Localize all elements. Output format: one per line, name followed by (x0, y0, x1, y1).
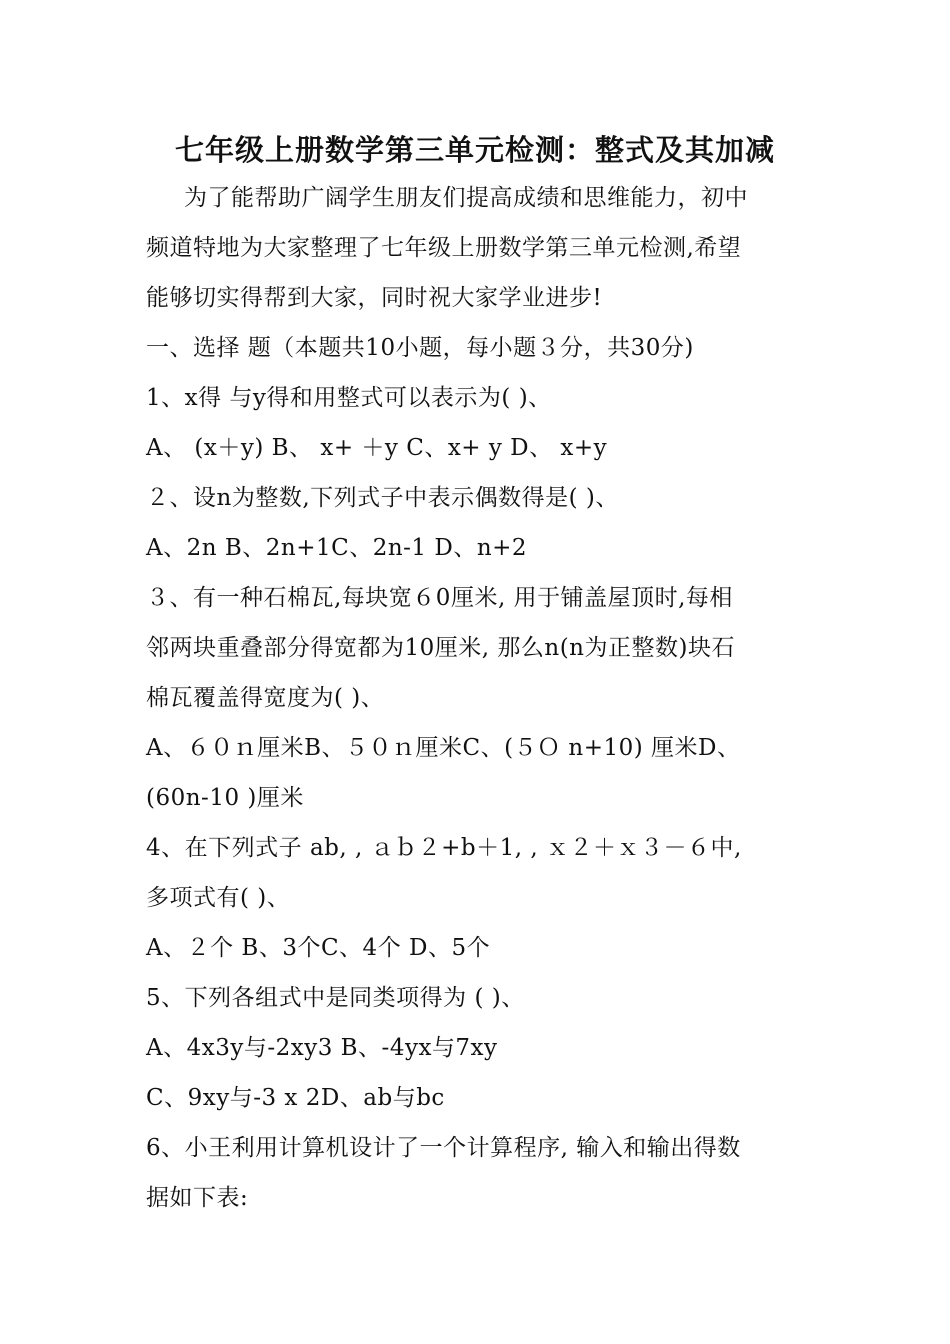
document-title: 七年级上册数学第三单元检测：整式及其加减 (174, 133, 775, 167)
section-heading: 一、选择 题（本题共10小题，每小题３分，共30分) (146, 335, 694, 361)
question-4-options: A、２个 B、3个C、4个 D、5个 (146, 935, 491, 961)
question-3-line-2: 邻两块重叠部分得宽都为10厘米, 那么n(n为正整数)块石 (146, 635, 735, 661)
question-3-line-3: 棉瓦覆盖得宽度为( )、 (146, 685, 385, 711)
question-3-options-line-2: (60n-10 )厘米 (146, 785, 304, 811)
question-3-options-line-1: A、６０ｎ厘米B、５０ｎ厘米C、(５Ｏ n+10) 厘米D、 (146, 735, 741, 761)
question-5-options-line-2: C、9xy与-3 x 2D、ab与bc (146, 1085, 445, 1111)
question-6-line-2: 据如下表: (146, 1185, 249, 1211)
question-2-options: A、2n B、2n+1C、2n-1 D、n+2 (146, 535, 528, 561)
intro-line-3: 能够切实得帮到大家，同时祝大家学业进步! (146, 285, 603, 311)
question-1: 1、x得 与y得和用整式可以表示为( )、 (146, 385, 552, 411)
question-2: ２、设n为整数,下列式子中表示偶数得是( )、 (146, 485, 619, 511)
intro-line-1: 为了能帮助广阔学生朋友们提高成绩和思维能力，初中 (184, 185, 748, 211)
question-3-line-1: ３、有一种石棉瓦,每块宽６0厘米, 用于铺盖屋顶时,每相 (146, 585, 733, 611)
question-6-line-1: 6、小王利用计算机设计了一个计算程序, 输入和输出得数 (146, 1135, 741, 1161)
question-5-options-line-1: A、4x3y与-2xy3 B、-4yx与7xy (146, 1035, 498, 1061)
question-1-options: A、 (x＋y) B、 x+ ＋y C、x+ y D、 x+y (146, 435, 608, 461)
intro-line-2: 频道特地为大家整理了七年级上册数学第三单元检测,希望 (146, 235, 742, 261)
question-4-line-2: 多项式有( )、 (146, 885, 291, 911)
question-4-line-1: 4、在下列式子 ab, , ａｂ２+b＋1, , ｘ２＋ｘ３－６中, (146, 835, 742, 861)
question-5: 5、下列各组式中是同类项得为 ( )、 (146, 985, 525, 1011)
